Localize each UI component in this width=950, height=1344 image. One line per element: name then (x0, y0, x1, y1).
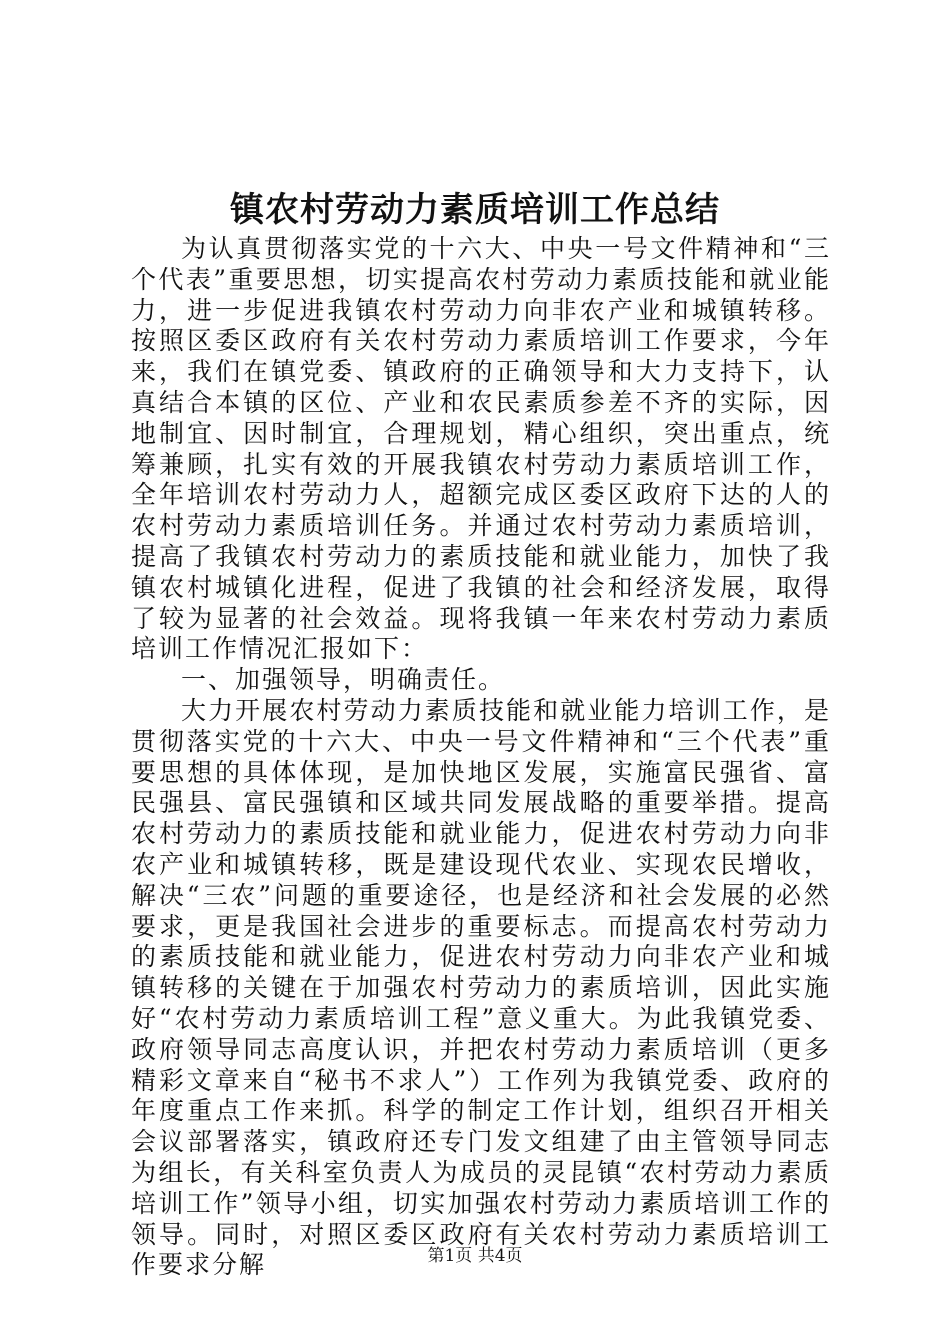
document-body (131, 234, 831, 1281)
paragraph-section-1: 大力开展农村劳动力素质技能和就业能力培训工作，是贯彻落实党的十六大、中央一号文件精神和“三个代表”重要思想的具体体现，是加快地区发展，实施富民强省、富民强县、富民强镇和区域共同发展战略的重要举措。提高农村劳动力的素质技能和就业能力，促进农村劳动力向非农产业和城镇转移，既是建设现代农业、实现农民增收，解决“三农”问题的重要途径，也是经济和社会发展的必然要求，更是我国社会进步的重要标志。而提高农村劳动力的素质技能和就业能力，促进农村劳动力向非农产业和城镇转移的关键在于加强农村劳动力的素质培训，因此实施好“农村劳动力素质培训工程”意义重大。为此我镇党委、政府领导同志高度认识，并把农村劳动力素质培训（更多精彩文章来自“秘书不求人”）工作列为我镇党委、政府的年度重点工作来抓。科学的制定工作计划，组织召开相关会议部署落实，镇政府还专门发文组建了由主管领导同志为组长，有关科室负责人为成员的灵昆镇“农村劳动力素质培训工作”领导小组，切实加强农村劳动力素质培训工作的领导。同时，对照区委区政府有关农村劳动力素质培训工作要求分解 (131, 695, 831, 1280)
page-footer: 第1页 共4页 (427, 1246, 523, 1266)
section-heading-1: 一、加强领导，明确责任。 (181, 665, 506, 695)
paragraph-intro: 为认真贯彻落实党的十六大、中央一号文件精神和“三个代表”重要思想，切实提高农村劳动力素质技能和就业能力，进一步促进我镇农村劳动力向非农产业和城镇转移。按照区委区政府有关农村劳动力素质培训工作要求，今年来，我们在镇党委、镇政府的正确领导和大力支持下，认真结合本镇的区位、产业和农民素质参差不齐的实际，因地制宜、因时制宜，合理规划，精心组织，突出重点，统筹兼顾，扎实有效的开展我镇农村劳动力素质培训工作，全年培训农村劳动力人，超额完成区委区政府下达的人的农村劳动力素质培训任务。并通过农村劳动力素质培训，提高了我镇农村劳动力的素质技能和就业能力，加快了我镇农村城镇化进程，促进了我镇的社会和经济发展，取得了较为显著的社会效益。现将我镇一年来农村劳动力素质培训工作情况汇报如下： (131, 234, 831, 664)
document-title: 镇农村劳动力素质培训工作总结 (230, 190, 720, 230)
